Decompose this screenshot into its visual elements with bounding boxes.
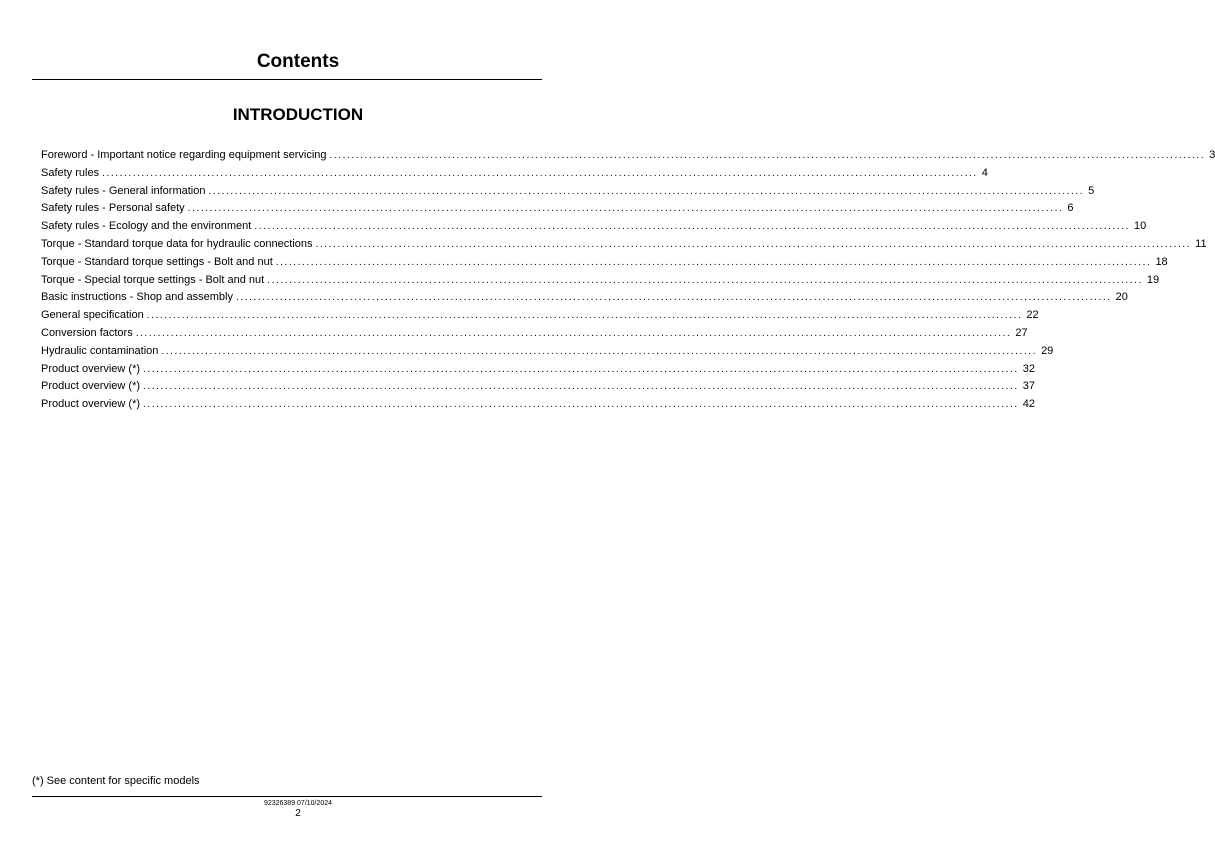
toc-entry[interactable]	[41, 325, 1028, 343]
toc-entry-label: Safety rules - Personal safety	[41, 202, 185, 215]
toc-entry[interactable]	[41, 378, 1035, 396]
toc-dot-leader: ........................................................................................................................................................................................................	[143, 381, 1019, 393]
toc-entry-label: Torque - Special torque settings - Bolt and nut	[41, 273, 265, 286]
toc-entry-label: Hydraulic contamination	[41, 344, 159, 357]
toc-entry[interactable]	[41, 254, 1168, 272]
toc-entry-page: 5	[1088, 184, 1095, 197]
toc-entry[interactable]	[41, 361, 1035, 379]
toc-dot-leader: ........................................................................................................................................................................................................	[143, 363, 1019, 375]
toc-entry-page: 29	[1041, 344, 1054, 357]
toc-entry-label: Conversion factors	[41, 326, 133, 339]
toc-dot-leader: ........................................................................................................................................................................................................	[146, 310, 1023, 322]
toc-dot-leader: ........................................................................................................................................................................................................	[275, 256, 1152, 268]
toc-entry[interactable]	[41, 307, 1039, 325]
section-title: INTRODUCTION	[232, 105, 364, 124]
toc-dot-leader: ........................................................................................................................................................................................................	[235, 292, 1112, 304]
toc-entry-page: 37	[1022, 380, 1035, 393]
toc-entry[interactable]	[41, 218, 1147, 236]
toc-entry-page: 6	[1067, 202, 1074, 215]
toc-entry-label: Safety rules - General information	[41, 184, 206, 197]
toc-entry-label: Product overview (*)	[41, 398, 141, 411]
toc-dot-leader: ........................................................................................................................................................................................................	[254, 221, 1131, 233]
page-title: Contents	[256, 51, 340, 72]
toc-entry-label: Torque - Standard torque data for hydraulic connections	[41, 237, 313, 250]
toc-entry[interactable]	[41, 147, 1215, 165]
toc-entry-label: Product overview (*)	[41, 362, 141, 375]
toc-entry[interactable]	[41, 183, 1095, 201]
toc-entry-label: Safety rules - Ecology and the environment	[41, 220, 252, 233]
page-number: 2	[295, 808, 301, 819]
toc-dot-leader: ........................................................................................................................................................................................................	[135, 327, 1012, 339]
toc-dot-leader: ........................................................................................................................................................................................................	[187, 203, 1064, 215]
toc-entry[interactable]	[41, 396, 1035, 414]
toc-entry-page: 19	[1146, 273, 1160, 286]
toc-entry-label: Foreword - Important notice regarding equipment servicing	[41, 149, 327, 161]
toc-dot-leader: ........................................................................................................................................................................................................	[208, 185, 1085, 197]
header-divider	[32, 79, 542, 80]
footnote: (*) See content for specific models	[32, 775, 200, 787]
toc-entry-page: 22	[1026, 309, 1039, 322]
toc-entry-page: 27	[1015, 326, 1028, 339]
table-of-contents	[41, 147, 1215, 414]
document-code: 92326389 07/10/2024	[263, 800, 333, 807]
toc-entry[interactable]	[41, 289, 1128, 307]
toc-entry-page: 4	[981, 166, 988, 179]
toc-dot-leader: ........................................................................................................................................................................................................	[329, 150, 1206, 161]
toc-entry-label: General specification	[41, 309, 144, 322]
toc-entry-label: Safety rules	[41, 166, 100, 179]
toc-entry-label: Basic instructions - Shop and assembly	[41, 291, 233, 304]
toc-dot-leader: ........................................................................................................................................................................................................	[267, 274, 1143, 286]
toc-entry-label: Product overview (*)	[41, 380, 141, 393]
toc-entry-page: 32	[1022, 362, 1035, 375]
toc-entry-label: Torque - Standard torque settings - Bolt and nut	[41, 255, 273, 268]
toc-entry[interactable]	[41, 343, 1054, 361]
toc-dot-leader: ........................................................................................................................................................................................................	[102, 167, 978, 179]
toc-entry[interactable]	[41, 272, 1160, 290]
toc-entry-page: 3	[1209, 149, 1215, 161]
toc-entry[interactable]	[41, 165, 988, 183]
footer-divider	[32, 796, 542, 797]
toc-entry-page: 42	[1022, 398, 1035, 411]
toc-dot-leader: ........................................................................................................................................................................................................	[161, 345, 1038, 357]
toc-entry-page: 18	[1155, 255, 1168, 268]
toc-entry-page: 11	[1195, 237, 1207, 250]
toc-dot-leader: ........................................................................................................................................................................................................	[143, 399, 1019, 411]
toc-entry[interactable]	[41, 236, 1207, 254]
toc-entry-page: 10	[1134, 220, 1147, 233]
toc-entry-page: 20	[1115, 291, 1128, 304]
toc-dot-leader: ........................................................................................................................................................................................................	[315, 238, 1192, 250]
toc-entry[interactable]	[41, 200, 1074, 218]
